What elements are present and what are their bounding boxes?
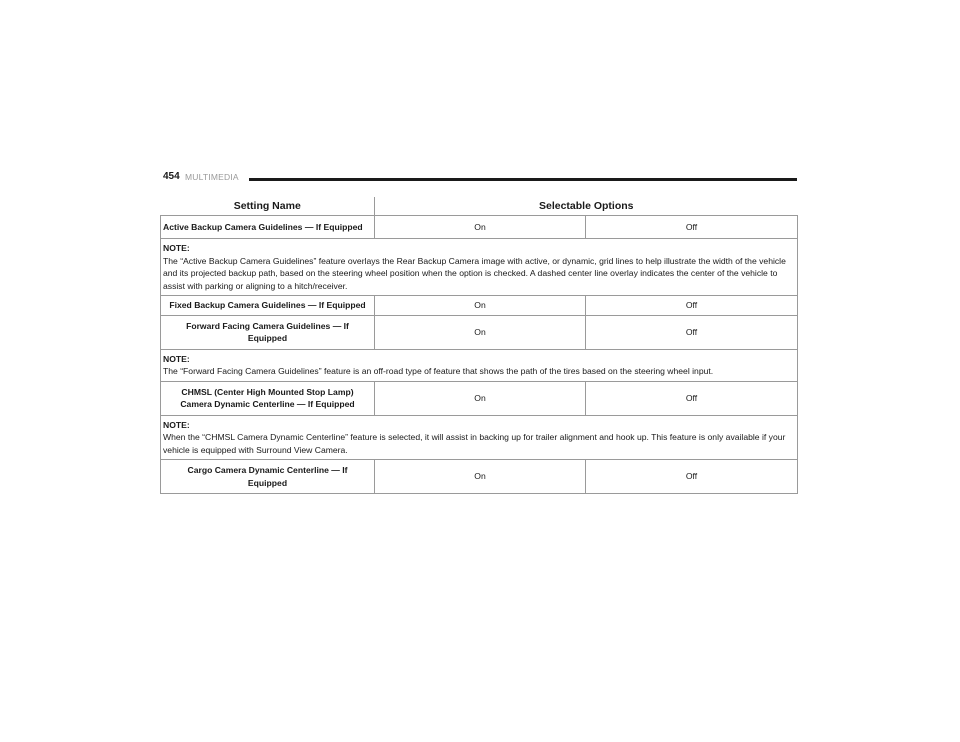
table-row-note bbox=[161, 239, 798, 296]
table-row-note bbox=[161, 349, 798, 381]
note-text: The “Forward Facing Camera Guidelines” feature is an off-road type of feature that shows the path of the tires based on the steering wheel input. bbox=[163, 366, 714, 376]
setting-name: Cargo Camera Dynamic Centerline — If Equipped bbox=[161, 460, 375, 494]
settings-table bbox=[160, 197, 798, 494]
note-label: NOTE: bbox=[163, 243, 190, 253]
note-text: The “Active Backup Camera Guidelines” feature overlays the Rear Backup Camera image with active, or dynamic, grid lines to help illustrate the width of the vehicle and its projected backup path, based on the steering wheel position when the option is checked. A dashed center line overlay indicates the center of the vehicle to assist with parking or aligning to a hitch/receiver. bbox=[163, 255, 786, 291]
page-number: 454 bbox=[163, 171, 180, 182]
header-rule bbox=[249, 178, 797, 181]
note-label: NOTE: bbox=[163, 419, 190, 430]
option-on: On bbox=[375, 381, 586, 415]
option-off: Off bbox=[586, 296, 798, 316]
setting-name: CHMSL (Center High Mounted Stop Lamp) Camera Dynamic Centerline — If Equipped bbox=[161, 381, 375, 415]
column-header-selectable-options: Selectable Options bbox=[375, 197, 798, 216]
note-cell bbox=[161, 415, 798, 460]
table-row bbox=[161, 296, 798, 316]
option-on: On bbox=[375, 296, 586, 316]
note-cell bbox=[161, 349, 798, 381]
table-row bbox=[161, 315, 798, 349]
table-row bbox=[161, 216, 798, 239]
column-header-setting-name: Setting Name bbox=[161, 197, 375, 216]
setting-name: Fixed Backup Camera Guidelines — If Equipped bbox=[161, 296, 375, 316]
option-off: Off bbox=[586, 315, 798, 349]
setting-name: Forward Facing Camera Guidelines — If Equipped bbox=[161, 315, 375, 349]
table-row bbox=[161, 460, 798, 494]
table-header-row bbox=[161, 197, 798, 216]
option-off: Off bbox=[586, 460, 798, 494]
page-header bbox=[163, 171, 797, 185]
option-on: On bbox=[375, 216, 586, 239]
note-text: When the “CHMSL Camera Dynamic Centerline” feature is selected, it will assist in backing up for trailer alignment and hook up. This feature is only available if your vehicle is equipped with Surround View Camera. bbox=[163, 432, 786, 455]
section-title: MULTIMEDIA bbox=[185, 172, 239, 182]
option-on: On bbox=[375, 315, 586, 349]
note-cell bbox=[161, 239, 798, 296]
option-off: Off bbox=[586, 216, 798, 239]
table-row bbox=[161, 381, 798, 415]
setting-name: Active Backup Camera Guidelines — If Equipped bbox=[161, 216, 375, 239]
table-row-note bbox=[161, 415, 798, 460]
option-off: Off bbox=[586, 381, 798, 415]
option-on: On bbox=[375, 460, 586, 494]
note-label: NOTE: bbox=[163, 353, 190, 364]
